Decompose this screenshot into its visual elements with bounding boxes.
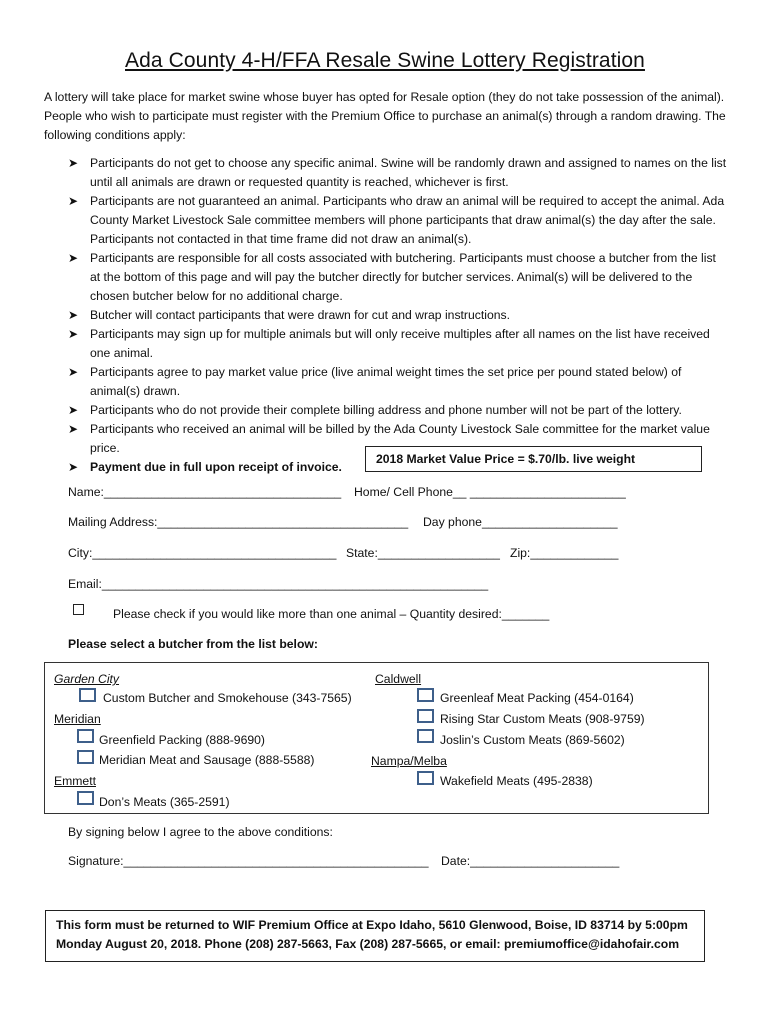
condition-item: ➤ Participants are responsible for all costs associated with butchering. Participants must choose a butcher from the list at the bottom of this page and will pay the butcher directly for butcher services. Animal(s) will be delivered to the chosen butcher below for no additional charge. bbox=[68, 251, 716, 303]
butcher-meridian-meat: Meridian Meat and Sausage (888-5588) bbox=[99, 753, 315, 767]
arrow-bullet-icon: ➤ bbox=[68, 403, 79, 417]
butcher-checkbox-dons-meats[interactable] bbox=[77, 791, 94, 805]
butcher-checkbox-greenleaf[interactable] bbox=[417, 688, 434, 702]
signature-field[interactable]: Signature:_____________________________________________ bbox=[68, 854, 429, 868]
return-instructions-box bbox=[45, 910, 705, 962]
arrow-bullet-icon: ➤ bbox=[68, 251, 79, 265]
state-field[interactable]: State:__________________ bbox=[346, 546, 500, 560]
arrow-bullet-icon: ➤ bbox=[68, 308, 79, 322]
butcher-checkbox-custom-butcher[interactable] bbox=[79, 688, 96, 702]
butcher-checkbox-rising-star[interactable] bbox=[417, 709, 434, 723]
butcher-group-caldwell: Caldwell bbox=[375, 672, 422, 686]
arrow-bullet-icon: ➤ bbox=[68, 365, 79, 379]
page-title: Ada County 4-H/FFA Resale Swine Lottery Registration bbox=[125, 49, 645, 72]
arrow-bullet-icon: ➤ bbox=[68, 156, 79, 170]
condition-item: ➤ Participants do not get to choose any specific animal. Swine will be randomly drawn and assigned to names on the list until all animals are drawn or requested quantity is reached, whichever is first. bbox=[68, 156, 727, 189]
butcher-checkbox-joslins[interactable] bbox=[417, 729, 434, 743]
zip-field[interactable]: Zip:_____________ bbox=[510, 546, 619, 560]
multiple-animals-checkbox[interactable] bbox=[73, 604, 84, 615]
condition-item: ➤ Participants may sign up for multiple animals but will only receive multiples after all names on the list have received one animal. bbox=[68, 327, 710, 360]
intro-paragraph: A lottery will take place for market swine whose buyer has opted for Resale option (they do not take possession of the animal). People who wish to participate must register with the Premium Office to purchase an animal(s) through a random drawing. The following conditions apply: bbox=[44, 90, 726, 142]
price-box: 2018 Market Value Price = $.70/lb. live weight bbox=[365, 446, 702, 472]
condition-item: ➤ Participants agree to pay market value price (live animal weight times the set price per pound stated below) of animal(s) drawn. bbox=[68, 365, 682, 398]
return-instructions-line-1: This form must be returned to WIF Premium Office at Expo Idaho, 5610 Glenwood, Boise, ID 83714 by 5:00pm bbox=[56, 918, 688, 932]
agreement-text: By signing below I agree to the above conditions: bbox=[68, 825, 333, 839]
butcher-checkbox-wakefield[interactable] bbox=[417, 771, 434, 785]
name-field[interactable]: Name:___________________________________ bbox=[68, 485, 342, 499]
butcher-wakefield: Wakefield Meats (495-2838) bbox=[440, 774, 593, 788]
condition-item: ➤ Participants who received an animal will be billed by the Ada County Livestock Sale committee for the market value price. bbox=[68, 422, 710, 455]
arrow-bullet-icon: ➤ bbox=[68, 327, 79, 341]
return-instructions-line-2: Monday August 20, 2018. Phone (208) 287-5663, Fax (208) 287-5665, or email: premiumoffice@idahofair.com bbox=[56, 937, 680, 951]
butcher-group-nampa-melba: Nampa/Melba bbox=[371, 754, 447, 768]
butcher-group-emmett: Emmett bbox=[54, 774, 96, 788]
condition-item: ➤ Participants are not guaranteed an animal. Participants who draw an animal will be required to accept the animal. Ada County Market Livestock Sale committee members will phone participants that draw animal(s) the day after the sale. Participants not contacted in that time frame did not draw an animal(s). bbox=[68, 194, 725, 246]
condition-item: ➤ Participants who do not provide their complete billing address and phone number will not be part of the lottery. bbox=[68, 401, 728, 420]
arrow-bullet-icon: ➤ bbox=[68, 460, 79, 474]
multiple-animals-label: Please check if you would like more than one animal – Quantity desired:_______ bbox=[113, 607, 550, 621]
butcher-dons-meats: Don’s Meats (365-2591) bbox=[99, 795, 230, 809]
city-field[interactable]: City:____________________________________ bbox=[68, 546, 337, 560]
butcher-custom-butcher: Custom Butcher and Smokehouse (343-7565) bbox=[103, 691, 352, 705]
butcher-greenleaf: Greenleaf Meat Packing (454-0164) bbox=[440, 691, 634, 705]
butcher-heading: Please select a butcher from the list below: bbox=[68, 637, 318, 651]
condition-item: ➤ Butcher will contact participants that were drawn for cut and wrap instructions. bbox=[68, 306, 728, 325]
date-field[interactable]: Date:______________________ bbox=[441, 854, 620, 868]
butcher-group-garden-city: Garden City bbox=[54, 672, 120, 686]
arrow-bullet-icon: ➤ bbox=[68, 194, 79, 208]
conditions-list bbox=[68, 154, 728, 477]
butcher-checkbox-greenfield[interactable] bbox=[77, 729, 94, 743]
day-phone-field[interactable]: Day phone____________________ bbox=[423, 515, 618, 529]
condition-item-payment: ➤ Payment due in full upon receipt of invoice. bbox=[68, 458, 728, 477]
butcher-checkbox-meridian-meat[interactable] bbox=[77, 750, 94, 764]
butcher-joslins: Joslin’s Custom Meats (869-5602) bbox=[440, 733, 625, 747]
email-field[interactable]: Email:_________________________________________________________ bbox=[68, 577, 489, 591]
arrow-bullet-icon: ➤ bbox=[68, 422, 79, 436]
butcher-greenfield: Greenfield Packing (888-9690) bbox=[99, 733, 265, 747]
butcher-group-meridian: Meridian bbox=[54, 712, 101, 726]
home-phone-field[interactable]: Home/ Cell Phone__ _______________________ bbox=[354, 485, 626, 499]
mailing-address-field[interactable]: Mailing Address:_____________________________________ bbox=[68, 515, 409, 529]
butcher-rising-star: Rising Star Custom Meats (908-9759) bbox=[440, 712, 645, 726]
